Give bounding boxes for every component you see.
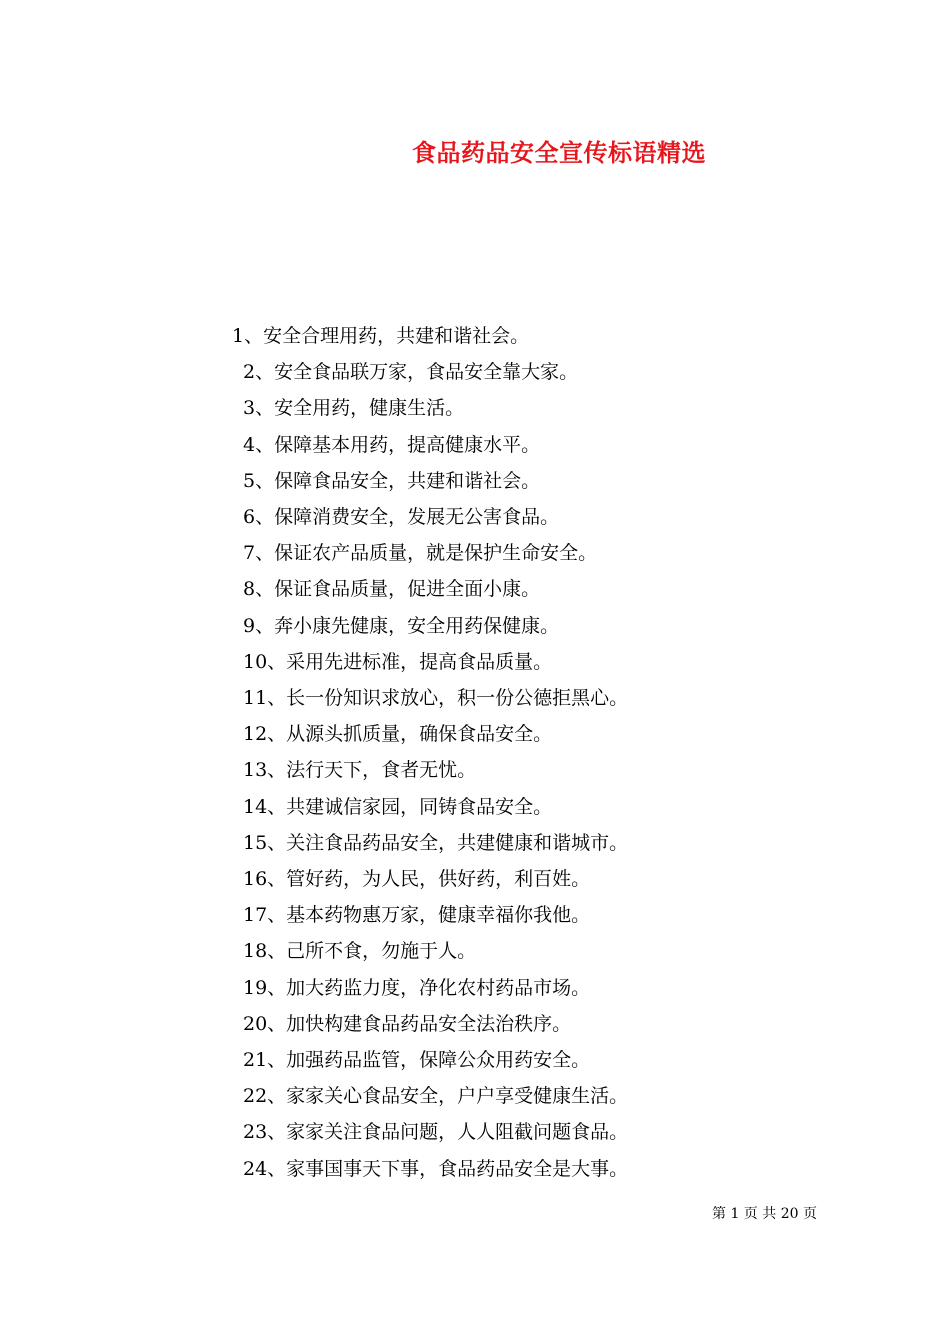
slogan-item: 18、己所不食，勿施于人。	[243, 940, 477, 963]
slogan-item: 9、奔小康先健康，安全用药保健康。	[243, 614, 560, 637]
slogan-item: 23、家家关注食品问题，人人阻截问题食品。	[243, 1121, 629, 1144]
slogan-item: 14、共建诚信家园，同铸食品安全。	[243, 795, 553, 818]
slogan-item: 1、安全合理用药，共建和谐社会。	[232, 325, 530, 347]
slogan-item: 10、采用先进标准，提高食品质量。	[243, 650, 553, 673]
slogan-item: 13、法行天下，食者无忧。	[243, 759, 477, 782]
slogan-item: 21、加强药品监管，保障公众用药安全。	[243, 1049, 591, 1071]
slogan-item: 19、加大药监力度，净化农村药品市场。	[243, 976, 591, 999]
slogan-item: 4、保障基本用药，提高健康水平。	[243, 433, 541, 456]
slogan-item: 15、关注食品药品安全，共建健康和谐城市。	[243, 831, 629, 854]
slogan-item: 8、保证食品质量，促进全面小康。	[243, 578, 541, 601]
slogan-item: 24、家事国事天下事，食品药品安全是大事。	[243, 1157, 629, 1180]
page-footer: 第 1 页 共 20 页	[712, 1206, 817, 1222]
slogan-item: 22、家家关心食品安全，户户享受健康生活。	[243, 1085, 629, 1108]
slogan-item: 6、保障消费安全，发展无公害食品。	[243, 506, 560, 528]
slogan-item: 20、加快构建食品药品安全法治秩序。	[243, 1012, 572, 1035]
slogan-item: 2、安全食品联万家，食品安全靠大家。	[243, 361, 579, 384]
slogan-item: 5、保障食品安全，共建和谐社会。	[243, 469, 541, 492]
slogan-item: 17、基本药物惠万家，健康幸福你我他。	[243, 904, 591, 927]
slogan-item: 3、安全用药，健康生活。	[243, 397, 465, 420]
slogan-item: 11、长一份知识求放心，积一份公德拒黑心。	[243, 687, 629, 709]
slogan-item: 12、从源头抓质量，确保食品安全。	[243, 723, 553, 746]
page-title: 食品药品安全宣传标语精选	[412, 138, 706, 167]
slogan-item: 16、管好药，为人民，供好药，利百姓。	[243, 868, 591, 890]
slogan-item: 7、保证农产品质量，就是保护生命安全。	[243, 542, 598, 565]
